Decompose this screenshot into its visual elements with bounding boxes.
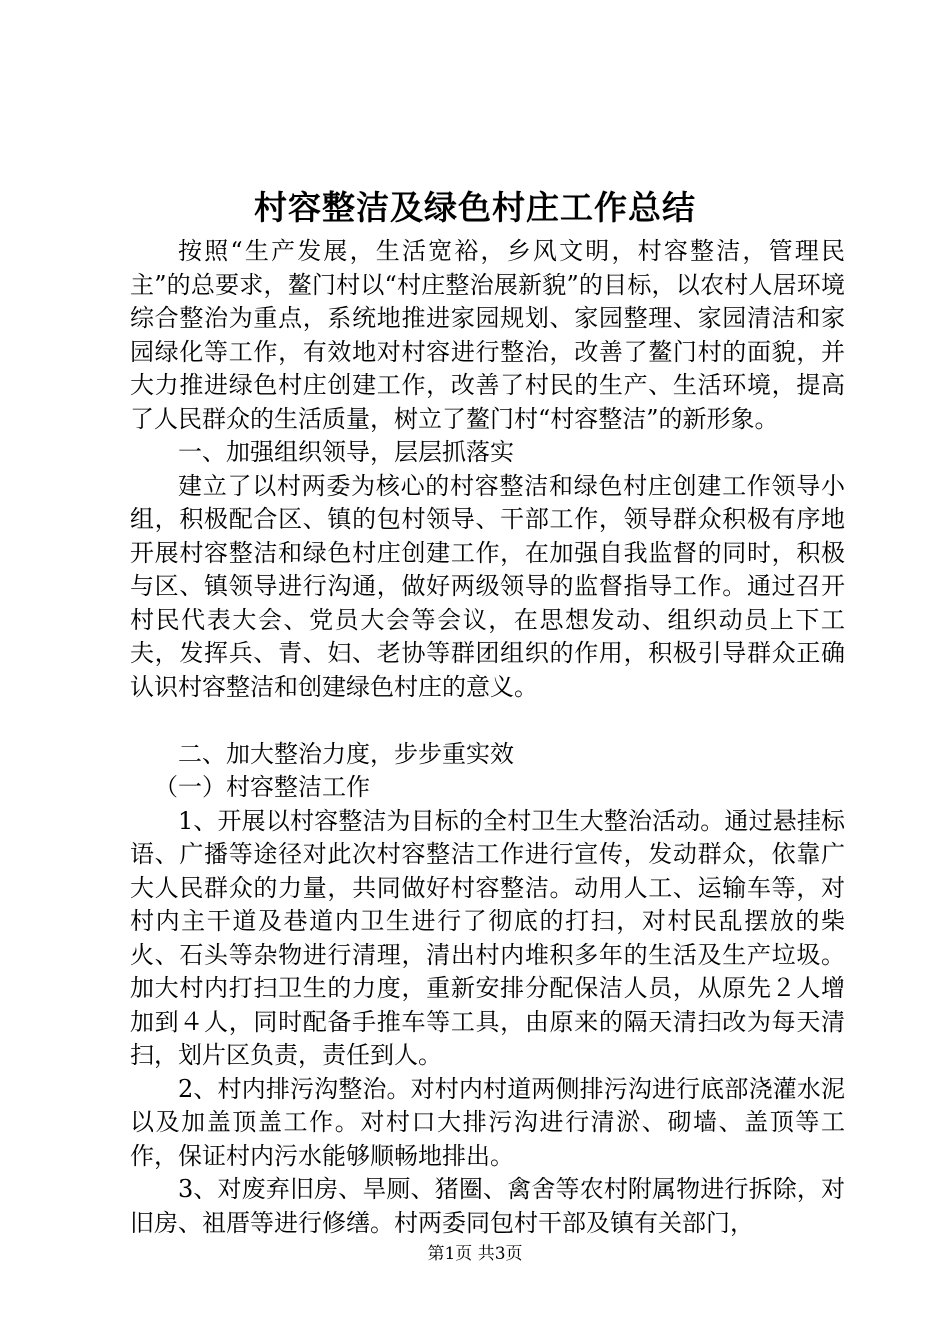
section-heading-2: 二、加大整治力度，步步重实效 (178, 739, 514, 768)
intro-paragraph: 按照“生产发展，生活宽裕，乡风文明，村容整洁，管理民主”的总要求，鳌门村以“村庄整治展新貌”的目标，以农村人居环境综合整治为重点，系统地推进家园规划、家园整理、家园清洁和家园绿化等工作，有效地对村容进行整治，改善了鳌门村的面貌，并大力推进绿色村庄创建工作，改善了村民的生产、生活环境，提高了人民群众的生活质量，树立了鳌门村“村容整洁”的新形象。 (130, 237, 845, 433)
blank-line (130, 704, 845, 738)
document-body (130, 235, 845, 1240)
section-heading-1: 一、加强组织领导，层层抓落实 (178, 438, 514, 466)
item-2-paragraph: 2、村内排污沟整治。对村内村道两侧排污沟进行底部浇灌水泥以及加盖顶盖工作。对村口大排污沟进行清淤、砌墙、盖顶等工作，保证村内污水能够顺畅地排出。 (130, 1074, 845, 1170)
subsection-heading-1: （一）村容整洁工作 (154, 773, 370, 801)
item-1-paragraph: 1、开展以村容整洁为目标的全村卫生大整治活动。通过悬挂标语、广播等途径对此次村容整洁工作进行宣传，发动群众，依靠广大人民群众的力量，共同做好村容整洁。动用人工、运输车等，对村内主干道及巷道内卫生进行了彻底的打扫，对村民乱摆放的柴火、石头等杂物进行清理，清出村内堆积多年的生活及生产垃圾。加大村内打扫卫生的力度，重新安排分配保洁人员，从原先２人增加到４人，同时配备手推车等工具，由原来的隔天清扫改为每天清扫，划片区负责，责任到人。 (130, 806, 845, 1069)
section-1-paragraph: 建立了以村两委为核心的村容整洁和绿色村庄创建工作领导小组，积极配合区、镇的包村领导、干部工作，领导群众积极有序地开展村容整洁和绿色村庄创建工作，在加强自我监督的同时，积极与区、镇领导进行沟通，做好两级领导的监督指导工作。通过召开村民代表大会、党员大会等会议，在思想发动、组织动员上下工夫，发挥兵、青、妇、老协等群团组织的作用，积极引导群众正确认识村容整洁和创建绿色村庄的意义。 (130, 471, 845, 701)
document-title: 村容整洁及绿色村庄工作总结 (254, 188, 696, 227)
item-3-paragraph: 3、对废弃旧房、旱厕、猪圈、禽舍等农村附属物进行拆除，对旧房、祖厝等进行修缮。村两委同包村干部及镇有关部门， (130, 1175, 845, 1237)
page-number-footer: 第1页 共3页 (427, 1244, 523, 1264)
